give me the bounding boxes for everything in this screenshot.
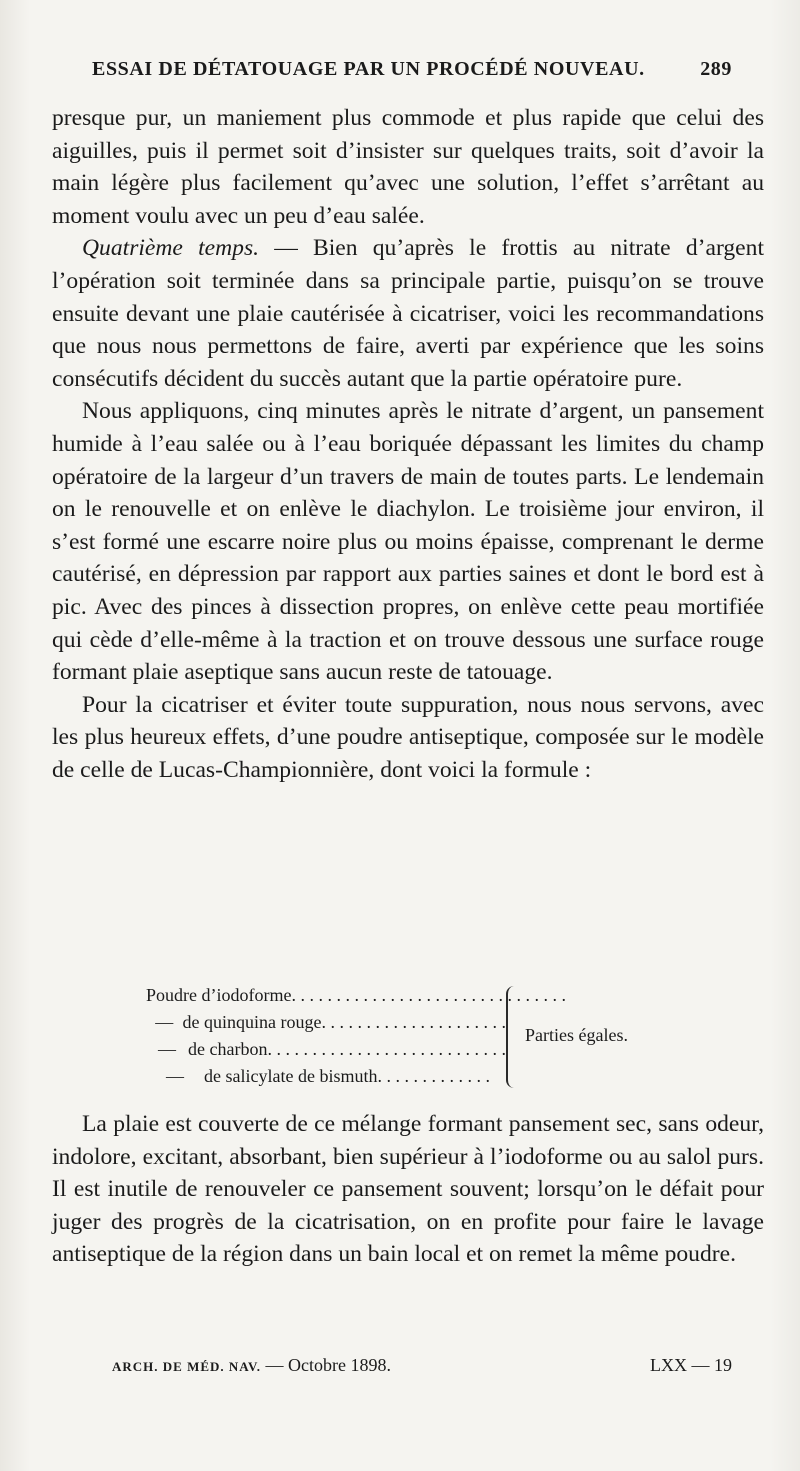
section-lead: Quatrième temps. (82, 235, 260, 262)
powder-formula (120, 982, 680, 1092)
paragraph-pansement: Nous appliquons, cinq minutes après le nitrate d’argent, un pansement humide à l’eau salée ou à l’eau boriquée dépassant les limites du champ opératoire de la largeur d’un travers de main de toutes parts. Le lendemain on le renouvelle et on enlève le diachylon. Le troisième jour environ, il s’est formé une escarre noire plus ou moins épaisse, comprenant le derme cautérisé, en dépression par rapport aux parties saines et dont le bord est à pic. Avec des pinces à dissection propres, on enlève cette peau mortifiée qui cède d’elle-même à la traction et on trouve dessous une surface rouge formant plaie aseptique sans aucun reste de tatouage. (52, 398, 764, 686)
ditto-dash: — (166, 1066, 184, 1086)
paragraph-cicatrisation: Pour la cicatriser et éviter toute suppuration, nous nous servons, avec les plus heureux effets, d’une poudre antiseptique, composée sur le modèle de celle de Lucas-Championnière, dont voici la formule : (52, 691, 764, 783)
running-header (92, 58, 732, 92)
brace-label: Parties égales. (525, 1025, 628, 1045)
leader-dots: . . . . . . . . . . . . . . . . . . . . . . . . . . . . . . . (291, 985, 566, 1005)
formula-ingredient: Poudre d’iodoforme (146, 985, 292, 1005)
ditto-dash: — (158, 1039, 177, 1059)
formula-row (146, 1009, 506, 1036)
journal-abbrev: ARCH. DE MÉD. NAV. (112, 1359, 261, 1374)
formula-row (146, 1063, 506, 1090)
body-text-top (52, 102, 764, 786)
signature-mark: LXX — 19 (650, 1355, 732, 1375)
footer-citation (112, 1355, 391, 1376)
issue-date: — Octobre 1898. (260, 1355, 391, 1375)
page-footer (112, 1355, 732, 1385)
paragraph-text: — Bien qu’après le frottis au nitrate d’argent l’opération soit terminée dans sa principale partie, puisqu’on se trouve ensuite devant une plaie cautérisée à cicatriser, voici les recommandations que nous nous permettons de faire, averti par expérience que les soins consécutifs décident du succès autant que la partie opératoire pure. (52, 235, 765, 392)
ditto-dash: — (155, 1012, 174, 1032)
leader-dots: . . . . . . . . . . . . . (377, 1066, 490, 1086)
body-text-bottom (52, 1108, 764, 1271)
curly-brace (506, 986, 518, 1088)
page-number: 289 (700, 58, 732, 80)
formula-ingredient: de salicylate de bismuth (204, 1066, 378, 1086)
formula-row (146, 1036, 506, 1063)
formula-ingredient: de charbon (188, 1039, 268, 1059)
paragraph-quatrieme-temps (52, 232, 764, 395)
leader-dots: . . . . . . . . . . . . . . . . . . . . . (321, 1012, 506, 1032)
leader-dots: . . . . . . . . . . . . . . . . . . . . . . . . . . . (267, 1039, 506, 1059)
paragraph-continuation: presque pur, un maniement plus commode et plus rapide que celui des aiguilles, puis il permet soit d’insister sur quelques traits, soit d’avoir la main légère plus facilement qu’avec une solution, l’effet s’arrêtant au moment voulu avec un peu d’eau salée. (52, 105, 764, 229)
formula-row (146, 982, 566, 1009)
running-title: ESSAI DE DÉTATOUAGE PAR UN PROCÉDÉ NOUVEAU. (92, 58, 645, 80)
paragraph-melange: La plaie est couverte de ce mélange formant pansement sec, sans odeur, indolore, excitant, absorbant, bien supérieur à l’iodoforme ou au salol purs. Il est inutile de renouveler ce pansement souvent; lorsqu’on le défait pour juger des progrès de la cicatrisation, on en profite pour faire le lavage antiseptique de la région dans un bain local et on remet la même poudre. (52, 1111, 764, 1268)
formula-rows (146, 982, 566, 1090)
formula-ingredient: de quinquina rouge (182, 1012, 322, 1032)
